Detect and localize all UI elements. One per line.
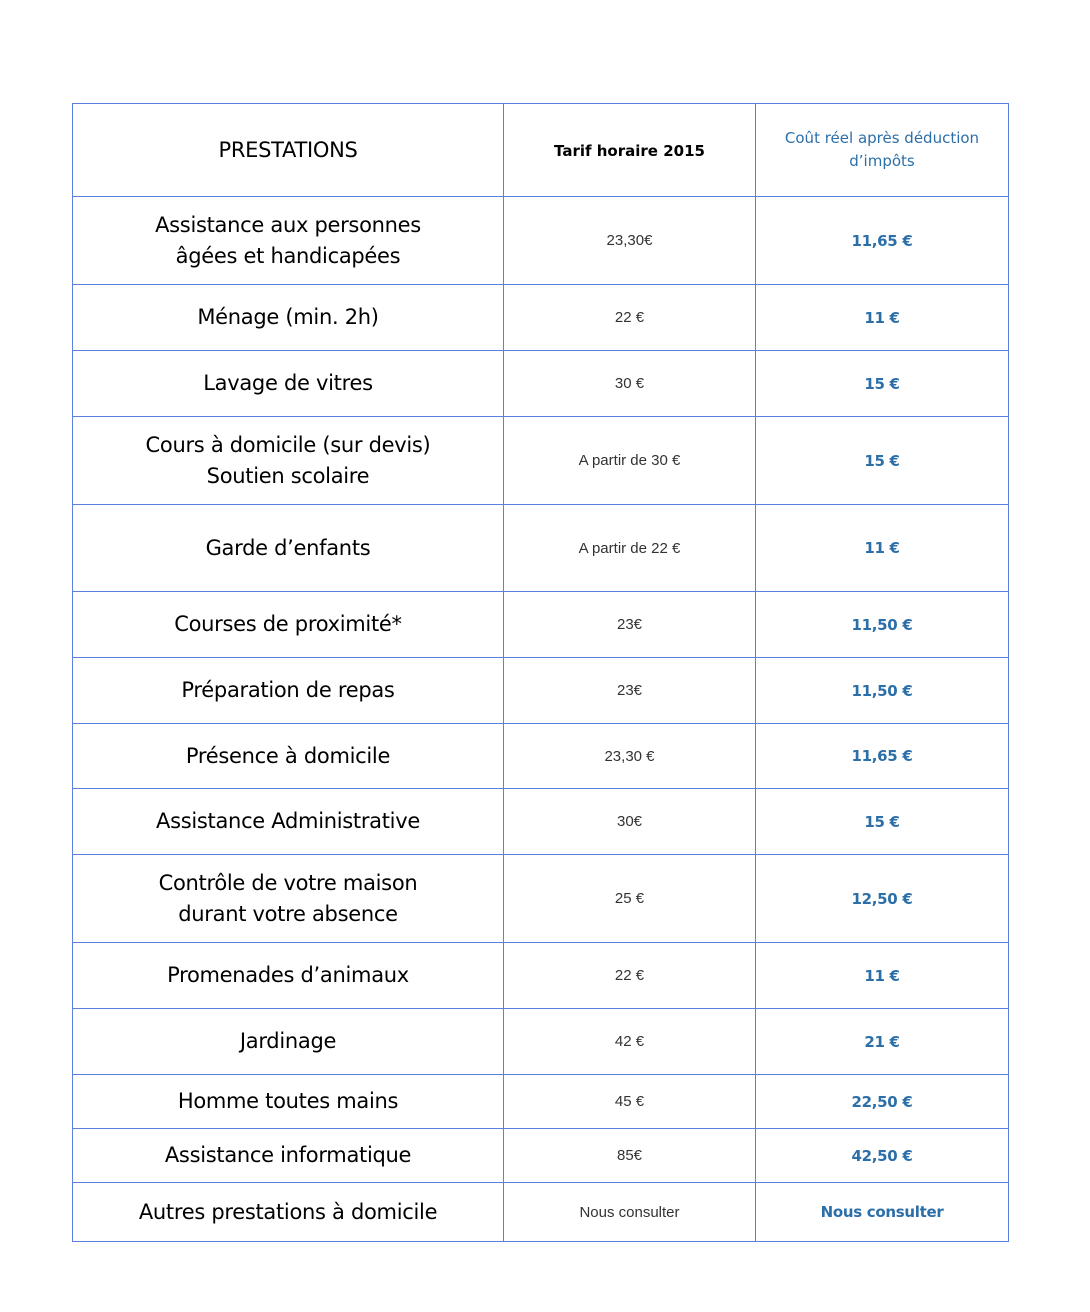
service-name: Préparation de repas xyxy=(73,658,504,724)
service-name: Lavage de vitres xyxy=(73,351,504,417)
table-row xyxy=(73,197,1009,285)
hourly-rate: 45 € xyxy=(504,1075,756,1129)
table-row xyxy=(73,417,1009,505)
service-name: Assistance Administrative xyxy=(73,789,504,855)
hourly-rate: 23,30€ xyxy=(504,197,756,285)
real-cost: 11,65 € xyxy=(756,197,1009,285)
service-name: Garde d’enfants xyxy=(73,505,504,592)
real-cost: 11 € xyxy=(756,505,1009,592)
service-name: Promenades d’animaux xyxy=(73,943,504,1009)
table-row xyxy=(73,943,1009,1009)
hourly-rate: 22 € xyxy=(504,943,756,1009)
table-row xyxy=(73,658,1009,724)
real-cost: 11,50 € xyxy=(756,658,1009,724)
service-name: Contrôle de votre maison durant votre absence xyxy=(73,855,504,943)
hourly-rate: 25 € xyxy=(504,855,756,943)
real-cost: 11 € xyxy=(756,285,1009,351)
real-cost: Nous consulter xyxy=(756,1183,1009,1242)
header-hourly-rate: Tarif horaire 2015 xyxy=(504,104,756,197)
table-row xyxy=(73,1129,1009,1183)
real-cost: 11,50 € xyxy=(756,592,1009,658)
table-row xyxy=(73,1075,1009,1129)
hourly-rate: A partir de 30 € xyxy=(504,417,756,505)
table-row xyxy=(73,592,1009,658)
hourly-rate: 23€ xyxy=(504,592,756,658)
table-row xyxy=(73,351,1009,417)
real-cost: 15 € xyxy=(756,417,1009,505)
header-prestations: PRESTATIONS xyxy=(73,104,504,197)
table-row xyxy=(73,789,1009,855)
service-name: Courses de proximité* xyxy=(73,592,504,658)
table-row xyxy=(73,724,1009,789)
real-cost: 15 € xyxy=(756,351,1009,417)
hourly-rate: 23,30 € xyxy=(504,724,756,789)
pricing-table xyxy=(72,103,1009,1242)
hourly-rate: 42 € xyxy=(504,1009,756,1075)
header-real-cost-line2: d’impôts xyxy=(849,152,915,170)
real-cost: 12,50 € xyxy=(756,855,1009,943)
table-row xyxy=(73,855,1009,943)
header-row xyxy=(73,104,1009,197)
real-cost: 11 € xyxy=(756,943,1009,1009)
service-name: Assistance informatique xyxy=(73,1129,504,1183)
table-row xyxy=(73,1183,1009,1242)
hourly-rate: 30€ xyxy=(504,789,756,855)
hourly-rate: 85€ xyxy=(504,1129,756,1183)
service-name: Assistance aux personnes âgées et handicapées xyxy=(73,197,504,285)
real-cost: 42,50 € xyxy=(756,1129,1009,1183)
hourly-rate: Nous consulter xyxy=(504,1183,756,1242)
real-cost: 15 € xyxy=(756,789,1009,855)
service-name: Jardinage xyxy=(73,1009,504,1075)
hourly-rate: A partir de 22 € xyxy=(504,505,756,592)
service-name: Cours à domicile (sur devis) Soutien scolaire xyxy=(73,417,504,505)
header-real-cost xyxy=(756,104,1009,197)
service-name: Ménage (min. 2h) xyxy=(73,285,504,351)
service-name: Présence à domicile xyxy=(73,724,504,789)
table-row xyxy=(73,1009,1009,1075)
table-row xyxy=(73,505,1009,592)
header-real-cost-line1: Coût réel après déduction xyxy=(784,129,980,147)
real-cost: 11,65 € xyxy=(756,724,1009,789)
service-name: Homme toutes mains xyxy=(73,1075,504,1129)
hourly-rate: 23€ xyxy=(504,658,756,724)
hourly-rate: 22 € xyxy=(504,285,756,351)
real-cost: 21 € xyxy=(756,1009,1009,1075)
hourly-rate: 30 € xyxy=(504,351,756,417)
real-cost: 22,50 € xyxy=(756,1075,1009,1129)
service-name: Autres prestations à domicile xyxy=(73,1183,504,1242)
table-row xyxy=(73,285,1009,351)
